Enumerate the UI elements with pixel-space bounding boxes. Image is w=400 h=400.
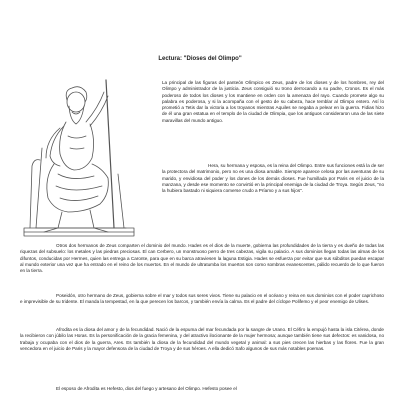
paragraph-zeus: La principal de las figuras del panteón Olímpico es Zeus, padre de los dioses y de los hombres, rey del Olimpo y administrador de la justicia. Zeus consiguió su trono derrocando a su padre, Cronos. Es el más poderoso de todos los dioses y los mantiene en orden con la amenaza del rayo. Cuando promete algo su palabra es poderosa, y si la acompaña con el gesto de su cabeza, hace temblar al Olimpo entero. Así lo prometió a Tetis dar la victoria a los troyanos mientras Aquiles se negaba a pelear en la guerra. Fidias hizo de él una gran estatua en el templo de la ciudad de Olimpia, que los antiguos consideraron una de las siete maravillas del mundo antiguo. [162, 80, 384, 123]
zeus-statue-illustration [14, 78, 156, 238]
paragraph-hefesto: El esposo de Afrodita es Hefesto, dios del fuego y artesano del Olimpo. Hefesto posee el [56, 386, 237, 391]
paragraph-afrodita: Afrodita es la diosa del amor y de la fecundidad. Nació de la espuma del mar fecundada por la sangre de Urano. El Céfiro la empujó hasta la isla Citérea, donde la recibieron con júbilo las Horas. Es la personificación de la gracia femenina, y del atractivo ilocionante de la mujer hermosa; aunque también tiene sus defectos: es vanidosa, no trabaja y ocupaba con el dios de la guerra, Ares. Es también la diosa de la fecundidad del mundo vegetal y animal: a sus pies crecen las hierbas y las flores. Fue la gran vencedora en el juicio de Paris y la mayor defensora de la ciudad de Troya y de sus héroes. A ella dedicó Safo algunos de sus más notables poemas. [20, 327, 384, 351]
paragraph-hera: Hera, su hermana y esposa, es la reina del Olimpo. Entre sus funciones está la de ser la protectora del matrimonio, pero no es una diosa amable. Siempre aparece celosa por las aventuras de su marido, y envidiosa del poder y los dones de los demás dioses. Fue humillada por Paris en el juicio de la manzana, y desde ese momento se convirtió en la principal enemiga de la ciudad de Troya. Según Zeus, "no la hubiera bastado ni siquiera comerse crudo a Príamo y a sus hijos". [162, 163, 384, 194]
paragraph-poseidon: Poseidón, otro hermano de Zeus, gobierna sobre el mar y todos sus seres vivos. Tiene su palacio en el océano y reina en sus dominios con el poder caprichoso e imprevisible de su tridente. El manda la tempestad, en la que perecen los barcos, y también envía la calma. Es el padre del cíclope Polifemo y el peor enemigo de Ulises. [20, 293, 384, 305]
lecture-title: Lectura: "Dioses del Olimpo" [158, 56, 242, 62]
paragraph-hades: Otros dos hermanos de Zeus comparten el dominio del mundo. Hades es el dios de la muerte, gobierna las profundidades de la tierra y es dueño de todas las riquezas del subsuelo: los metales y las piedras preciosas. El can Cerbero, un monstruoso perro de tres cabezas, vigila su palacio. A sus dominios llegan todas las almas de los difuntos, conducidas por Hermes, quien las entrega a Caronte, para que en su barca atraviesen la laguna Estigia. Hades se esfuerza por evitar que sus súbditos puedan escapar al mundo exterior una vez que ha entrado en el reino de los muertos. En el mundo de ultratumba los muertos son como sombras evanescentes, pálido recuerdo de lo que fueron en la tierra. [20, 243, 384, 274]
